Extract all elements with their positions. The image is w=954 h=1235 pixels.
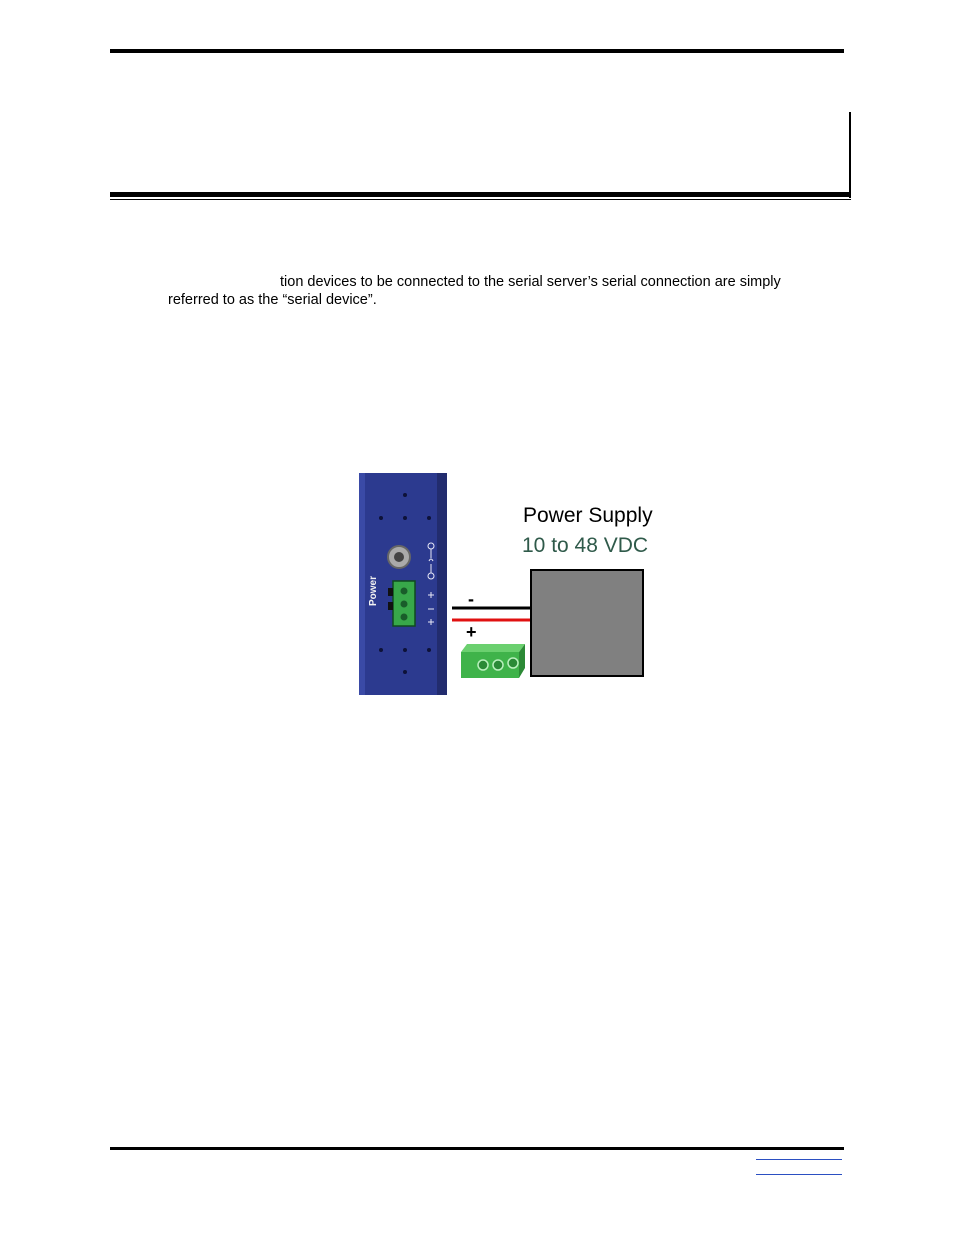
power-supply-box xyxy=(531,570,643,676)
power-wiring-figure xyxy=(355,470,675,700)
header-top-rule xyxy=(110,49,844,53)
power-supply-title: Power Supply xyxy=(523,504,653,527)
terminal-plug-icon xyxy=(461,644,525,678)
paragraph-line-1: tion devices to be connected to the serial server’s serial connection are simply xyxy=(280,274,781,290)
body-paragraph xyxy=(168,273,828,309)
serial-server-device xyxy=(359,473,447,695)
footer-rule xyxy=(110,1147,844,1150)
negative-wire-label: - xyxy=(468,589,474,609)
power-supply-voltage: 10 to 48 VDC xyxy=(522,534,649,557)
header-bottom-rule-thin xyxy=(110,199,851,200)
paragraph-line-2: referred to as the “serial device”. xyxy=(168,292,377,308)
power-wiring-diagram xyxy=(355,470,675,700)
device-power-label: Power xyxy=(368,575,379,606)
positive-wire-label: + xyxy=(466,622,477,642)
header-right-border xyxy=(849,112,851,198)
footer-link[interactable] xyxy=(756,1159,842,1175)
header-bottom-rule-thick xyxy=(110,192,851,197)
